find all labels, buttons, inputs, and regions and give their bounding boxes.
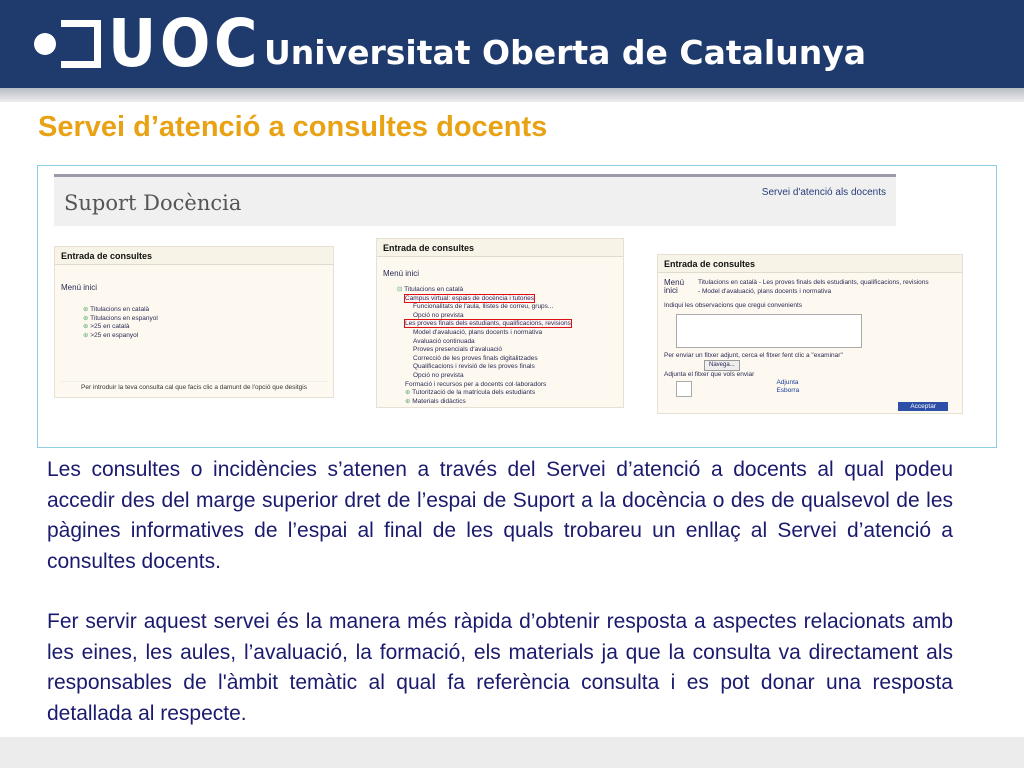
list-item[interactable]: Funcionalitats de l'aula, llistes de correu, grups...	[413, 303, 554, 311]
observations-textarea[interactable]	[676, 314, 862, 348]
panel-heading: Entrada de consultes	[377, 239, 623, 257]
list-item[interactable]: ⊕ Tutorització de la matrícula dels estudiants	[405, 389, 536, 397]
paragraph-1: Les consultes o incidències s’atenen a través del Servei d’atenció a docents al qual podeu accedir des del marge superior dret de l’espai de Suport a la docència o des de qualsevol de les pàgines informatives de l’espai al final de les quals trobareu un enllaç al Servei d’atenció a consultes docents.	[47, 458, 953, 573]
highlighted-item[interactable]: Les proves finals dels estudiants, qualificacions, revisions	[405, 320, 571, 328]
expand-icon: ⊕	[405, 389, 413, 397]
expand-icon: ⊕	[83, 331, 91, 339]
list-item[interactable]: Avaluació continuada	[413, 337, 475, 345]
list-item[interactable]	[383, 295, 617, 304]
footer-bar	[0, 737, 1024, 768]
expand-icon: ⊕	[83, 323, 91, 331]
collapse-icon: ⊟	[397, 286, 405, 293]
menu-inici-label: Menú inici	[383, 269, 420, 278]
attach-instructions: Per enviar un fitxer adjunt, cerca el fitxer fent clic a "examinar"	[664, 351, 843, 359]
browse-button[interactable]: Navega...	[704, 360, 740, 371]
list-item[interactable]: ⊟ Titulacions en català	[397, 286, 464, 293]
consulta-form	[658, 273, 962, 403]
esborra-link[interactable]: Esborra	[776, 387, 800, 394]
suport-banner	[54, 174, 896, 226]
list-item[interactable]: Formació i recursos per a docents col·laboradors	[405, 380, 547, 388]
list-item[interactable]: ⊕ Titulacions en català	[83, 306, 150, 313]
expand-icon: ⊕	[83, 314, 91, 322]
list-item[interactable]: ⊕ Materials didàctics	[405, 397, 466, 405]
suport-banner-title: Suport Docència	[64, 191, 242, 215]
list-item[interactable]: ⊕ >25 en espanyol	[83, 331, 139, 339]
panel-footer-text: Per introduir la teva consulta cal que facis clic a damunt de l'opció que desitgis	[61, 381, 327, 391]
attachment-list[interactable]	[676, 381, 692, 397]
adjunta-link[interactable]: Adjunta	[776, 379, 799, 386]
list-item[interactable]: Qualificacions i revisió de les proves finals	[413, 363, 535, 371]
list-item[interactable]: Correcció de les proves finals digitalitzades	[413, 354, 538, 362]
list-item[interactable]: ⊕ Titulacions en espanyol	[83, 314, 158, 322]
list-item[interactable]	[383, 320, 617, 329]
panel-heading: Entrada de consultes	[658, 255, 962, 273]
observations-prompt: Indiqui les observacions que cregui convenients	[664, 302, 803, 309]
header-bar	[0, 0, 1024, 88]
embedded-screenshot	[37, 165, 997, 448]
attach-label: Adjunta el fitxer que vols enviar	[664, 370, 755, 378]
paragraph-2: Fer servir aquest servei és la manera més ràpida d’obtenir resposta a aspectes relacionats amb les eines, les aules, l’avaluació, la formació, els materials ja que la consulta va directament als responsables de l'àmbit temàtic al qual fa referència consulta i es pot donar una resposta detallada al respecte.	[47, 610, 953, 725]
menu-inici-label: Menú inici	[61, 283, 98, 292]
list-item[interactable]: Model d'avaluació, plans docents i normativa	[413, 328, 543, 336]
list-item[interactable]: Proves presencials d'avaluació	[413, 346, 503, 354]
expand-icon: ⊕	[83, 306, 91, 313]
university-name: Universitat Oberta de Catalunya	[264, 33, 866, 72]
panel-heading: Entrada de consultes	[55, 247, 333, 265]
header-divider	[0, 88, 1024, 102]
highlighted-item[interactable]: Campus virtual: espais de docència i tutories	[405, 294, 534, 302]
logo-text: UOC	[108, 5, 262, 82]
servei-atencio-link[interactable]: Servei d'atenció als docents	[761, 187, 886, 198]
panel-entrada-consultes-3	[657, 254, 963, 414]
menu-inici-label: Menú inici	[664, 278, 685, 295]
panel-entrada-consultes-2	[376, 238, 624, 408]
list-item[interactable]: Opció no prevista	[413, 371, 464, 379]
breadcrumb: Titulacions en català - Les proves finals dels estudiants, qualificacions, revisions	[698, 279, 929, 286]
logo-bracket-icon	[61, 20, 101, 68]
logo-dot-icon	[34, 33, 56, 55]
attach-links	[776, 379, 799, 395]
list-item[interactable]: ⊕ >25 en català	[83, 323, 130, 331]
slide-title: Servei d’atenció a consultes docents	[38, 111, 548, 143]
list-item[interactable]: Opció no prevista	[413, 311, 464, 319]
acceptar-button[interactable]: Acceptar	[898, 402, 948, 411]
panel-entrada-consultes-1	[54, 246, 334, 398]
titulacions-list	[55, 306, 333, 340]
breadcrumb-continued: - Model d'avaluació, plans docents i normativa	[698, 287, 832, 295]
expanded-tree-list	[377, 286, 623, 406]
expand-icon: ⊕	[405, 397, 413, 405]
